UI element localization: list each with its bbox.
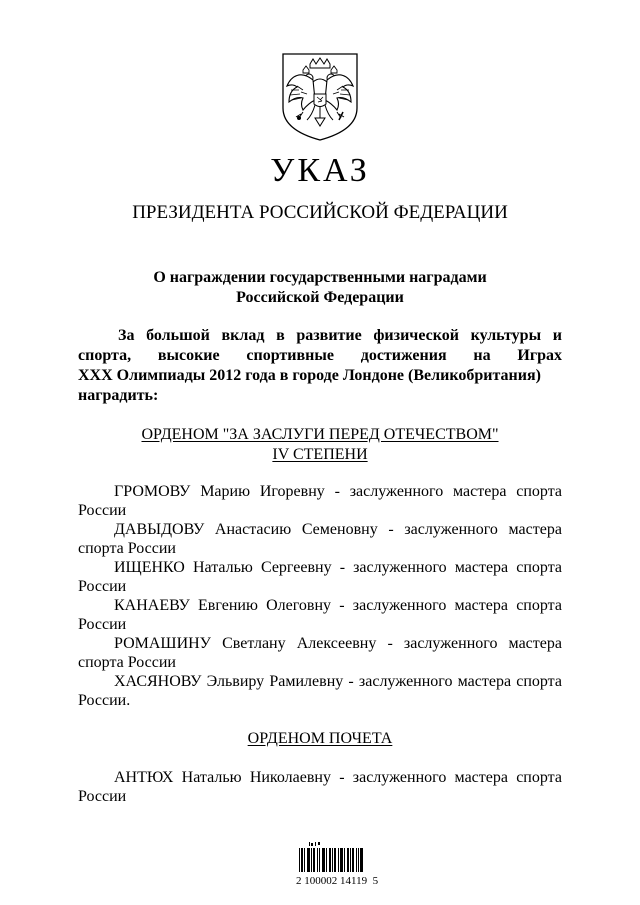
recipient-line: ХАСЯНОВУ Эльвиру Рамилевну - заслуженного мастера спорта (114, 673, 562, 690)
subject-line: О награждении государственными наградами (153, 269, 487, 286)
document-title: УКАЗ (270, 152, 370, 189)
document-subject (0, 268, 640, 308)
recipient-entry (78, 596, 562, 634)
recipient-entry (78, 482, 562, 520)
recipient-entry (78, 672, 562, 710)
recipient-line: РОМАШИНУ Светлану Алексеевну - заслуженного мастера (114, 635, 562, 652)
award-heading-honour (0, 729, 640, 749)
recipient-line: России (78, 578, 127, 595)
barcode-number: 2 100002 14119 5 (296, 875, 379, 887)
preamble-line: спорта, высокие спортивные достижения на Играх (78, 347, 562, 364)
recipient-line: ГРОМОВУ Марию Игоревну - заслуженного мастера спорта (114, 483, 562, 500)
subject-line: Российской Федерации (236, 289, 404, 306)
recipient-line: России (78, 502, 127, 519)
preamble-line: За большой вклад в развитие физической культуры и (118, 327, 562, 344)
recipient-entry (78, 768, 562, 806)
recipient-line: спорта России (78, 654, 176, 671)
preamble-line: XXX Олимпиады 2012 года в городе Лондоне (Великобритания) (78, 367, 541, 384)
recipient-line: КАНАЕВУ Евгению Олеговну - заслуженного мастера спорта (114, 597, 562, 614)
recipient-line: спорта России (78, 540, 176, 557)
award-heading-fatherland (0, 425, 640, 465)
award-heading-line: ОРДЕНОМ "ЗА ЗАСЛУГИ ПЕРЕД ОТЕЧЕСТВОМ" (141, 426, 499, 443)
recipient-line: России (78, 788, 127, 805)
state-emblem-icon (279, 50, 361, 142)
recipient-entry (78, 558, 562, 596)
preamble-line: наградить: (78, 387, 159, 404)
recipient-line: России. (78, 692, 131, 709)
barcode-icon (299, 842, 363, 872)
recipient-line: АНТЮХ Наталью Николаевну - заслуженного мастера спорта (114, 769, 562, 786)
award-heading-line: IV СТЕПЕНИ (272, 446, 368, 463)
recipient-line: России (78, 616, 127, 633)
award-heading-line: ОРДЕНОМ ПОЧЕТА (247, 730, 393, 747)
recipient-line: ДАВЫДОВУ Анастасию Семеновну - заслуженного мастера (114, 521, 562, 538)
recipient-line: ИЩЕНКО Наталью Сергеевну - заслуженного мастера спорта (114, 559, 562, 576)
recipient-entry (78, 520, 562, 558)
recipient-entry (78, 634, 562, 672)
preamble-paragraph (78, 326, 562, 406)
document-subtitle: ПРЕЗИДЕНТА РОССИЙСКОЙ ФЕДЕРАЦИИ (132, 202, 508, 223)
